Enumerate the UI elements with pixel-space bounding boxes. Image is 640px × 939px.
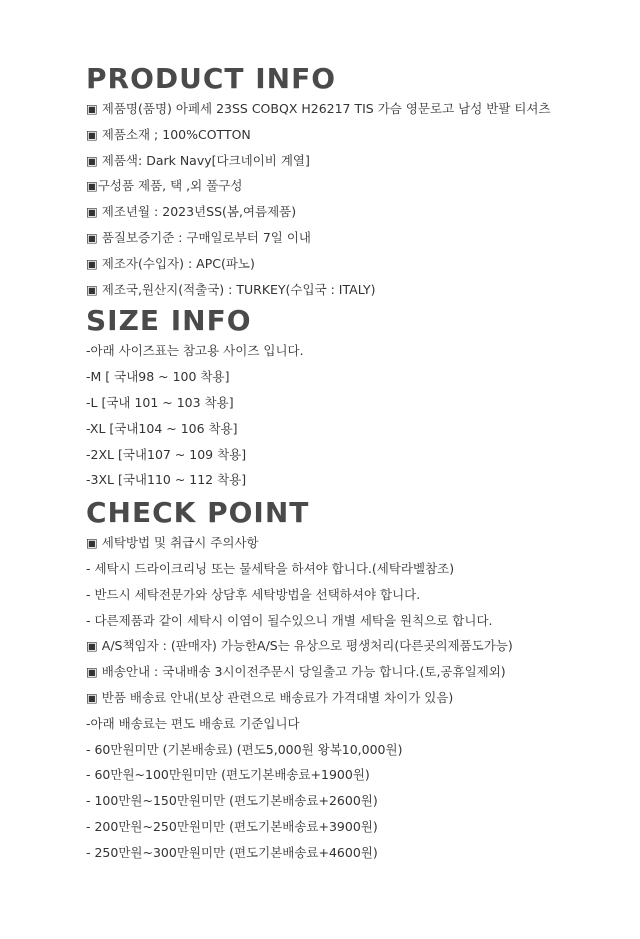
size-xl-line: -XL [국내104 ~ 106 착용] <box>86 420 238 436</box>
check-point-title: CHECK POINT <box>86 496 310 530</box>
laundry-note-line: - 반드시 세탁전문가와 상담후 세탁방법을 선택하셔야 합니다. <box>86 586 421 602</box>
product-color-line: ▣ 제품색: Dark Navy[다크네이비 계열] <box>86 152 310 168</box>
return-fee-heading-line: ▣ 반품 배송료 안내(보상 관련으로 배송료가 가격대별 차이가 있음) <box>86 689 454 705</box>
size-m-line: -M [ 국내98 ~ 100 착용] <box>86 369 230 385</box>
size-info-list <box>86 338 626 493</box>
product-components-line: ▣구성품 제품, 택 ,외 풀구성 <box>86 178 243 194</box>
size-2xl-line: -2XL [국내107 ~ 109 착용] <box>86 446 247 462</box>
return-fee-tier-line: - 250만원~300만원미만 (편도기본배송료+4600원) <box>86 844 378 860</box>
manufacturer-line: ▣ 제조자(수입자) : APC(파노) <box>86 255 255 271</box>
size-info-title: SIZE INFO <box>86 304 252 338</box>
origin-line: ▣ 제조국,원산지(적출국) : TURKEY(수입국 : ITALY) <box>86 281 376 297</box>
shipping-info-line: ▣ 배송안내 : 국내배송 3시이전주문시 당일출고 가능 합니다.(토,공휴일제외) <box>86 664 506 680</box>
manufacture-date-line: ▣ 제조년월 : 2023년SS(봄,여름제품) <box>86 204 297 220</box>
as-info-line: ▣ A/S책임자 : (판매자) 가능한A/S는 유상으로 평생처리(다른곳의제품도가능) <box>86 638 513 654</box>
return-fee-note-line: -아래 배송료는 편도 배송료 기준입니다 <box>86 715 300 731</box>
product-info-list <box>86 96 626 302</box>
laundry-note-line: - 다른제품과 같이 세탁시 이염이 될수있으니 개별 세탁을 원칙으로 합니다. <box>86 612 493 628</box>
size-3xl-line: -3XL [국내110 ~ 112 착용] <box>86 472 247 488</box>
check-point-list <box>86 530 626 865</box>
laundry-heading-line: ▣ 세탁방법 및 취급시 주의사항 <box>86 535 259 551</box>
product-detail-page <box>86 62 626 866</box>
laundry-note-line: - 세탁시 드라이크리닝 또는 물세탁을 하셔야 합니다.(세탁라벨참조) <box>86 560 455 576</box>
size-l-line: -L [국내 101 ~ 103 착용] <box>86 394 234 410</box>
return-fee-tier-line: - 60만원미만 (기본배송료) (편도5,000원 왕복10,000원) <box>86 741 403 757</box>
product-name-line: ▣ 제품명(품명) 아페세 23SS COBQX H26217 TIS 가슴 영문로고 남성 반팔 티셔츠 <box>86 101 551 116</box>
size-note-line: -아래 사이즈표는 참고용 사이즈 입니다. <box>86 343 304 359</box>
return-fee-tier-line: - 200만원~250만원미만 (편도기본배송료+3900원) <box>86 818 378 834</box>
return-fee-tier-line: - 100만원~150만원미만 (편도기본배송료+2600원) <box>86 793 378 809</box>
product-material-line: ▣ 제품소재 ; 100%COTTON <box>86 126 251 142</box>
return-fee-tier-line: - 60만원~100만원미만 (편도기본배송료+1900원) <box>86 767 370 783</box>
warranty-line: ▣ 품질보증기준 : 구매일로부터 7일 이내 <box>86 229 311 245</box>
product-info-title: PRODUCT INFO <box>86 62 337 95</box>
